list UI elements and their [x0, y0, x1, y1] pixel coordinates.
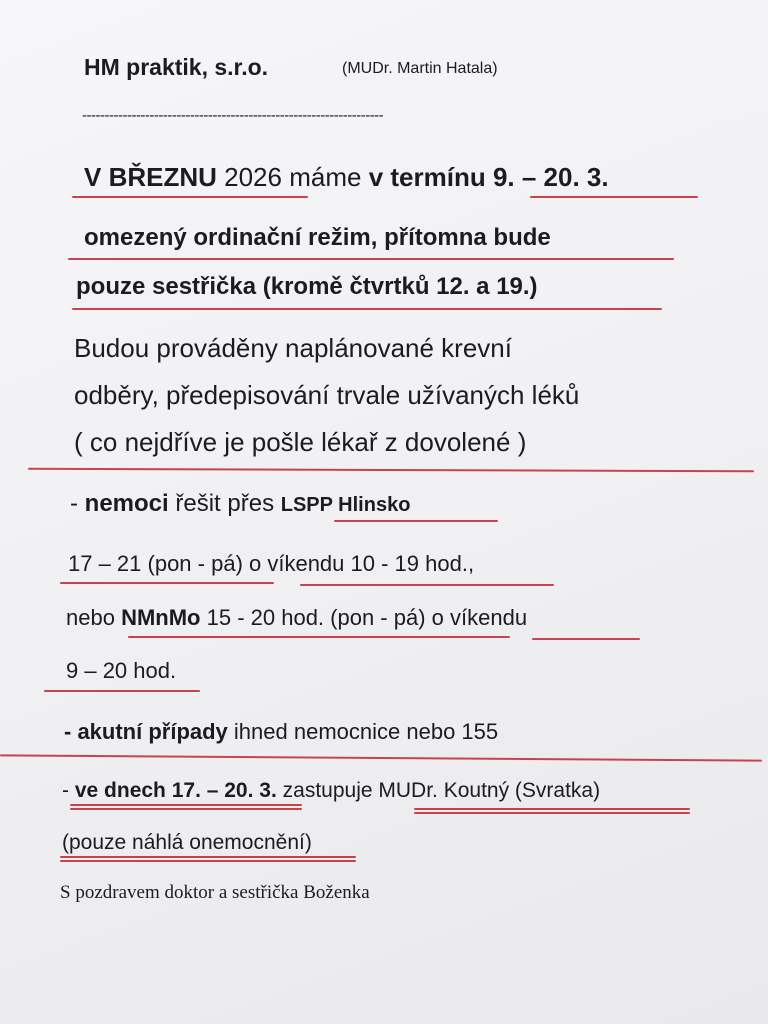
underline-weekend [532, 638, 640, 640]
underline-hours-3 [44, 690, 200, 692]
substitute-note: (pouze náhlá onemocnění) [62, 831, 312, 854]
underline-dates [530, 196, 698, 198]
notice-paragraph-3: ( co nejdříve je pošle lékař z dovolené ) [74, 427, 527, 457]
notice-line-1 [84, 164, 609, 190]
underline-nmnmo [128, 636, 510, 638]
nebo-text: nebo [66, 605, 115, 630]
signature: S pozdravem doktor a sestřička Boženka [60, 882, 370, 903]
separator-line: ------------------------------------------------------------------- [82, 108, 384, 123]
acute-line [64, 721, 498, 743]
term-dates: 9. – 20. 3. [492, 162, 609, 192]
lspp-hours: 17 – 21 (pon - pá) o víkendu 10 - 19 hod., [68, 551, 475, 576]
nmnmo-line [66, 607, 527, 629]
nmnmo-name: NMnMo [121, 605, 201, 630]
divider-line-1 [28, 468, 754, 472]
nmnmo-weekend-hours: 9 – 20 hod. [66, 658, 177, 683]
underline-substitute-doctor [414, 808, 690, 810]
underline-substitute-dates [70, 804, 302, 806]
underline-line-2 [68, 258, 674, 260]
underline-month [72, 196, 308, 198]
notice-line-3: pouze sestřička (kromě čtvrtků 12. a 19.) [76, 273, 538, 300]
year-text: 2026 máme [224, 162, 362, 192]
acute-text: ihned nemocnice nebo 155 [233, 719, 499, 744]
substitute-text: zastupuje MUDr. Koutný (Svratka) [282, 779, 601, 802]
illness-text: řešit přes [175, 490, 275, 517]
acute-label: - akutní případy [64, 719, 228, 744]
underline-hours-1 [60, 582, 274, 584]
month-label: V BŘEZNU [84, 162, 217, 192]
illness-dash: - [70, 490, 78, 517]
underline-line-3 [72, 308, 662, 310]
company-name: HM praktik, s.r.o. [84, 54, 269, 80]
underline-hours-2 [300, 584, 554, 586]
divider-line-2 [0, 754, 762, 761]
term-label: v termínu [368, 162, 486, 192]
notice-line-2: omezený ordinační režim, přítomna bude [84, 224, 551, 251]
substitute-dates: ve dnech 17. – 20. 3. [74, 779, 277, 802]
underline-lspp [334, 520, 498, 522]
illness-line [70, 492, 410, 516]
notice-paragraph-2: odběry, předepisování trvale užívaných léků [74, 380, 580, 410]
lspp-name: LSPP Hlinsko [280, 494, 411, 516]
substitute-line [62, 780, 600, 801]
illness-label: nemoci [84, 490, 169, 517]
underline-substitute-note [60, 856, 356, 858]
doctor-name: (MUDr. Martin Hatala) [342, 60, 498, 77]
substitute-dash: - [62, 779, 69, 802]
nmnmo-hours: 15 - 20 hod. (pon - pá) o víkendu [206, 605, 528, 630]
notice-paragraph-1: Budou prováděny naplánované krevní [74, 333, 512, 363]
